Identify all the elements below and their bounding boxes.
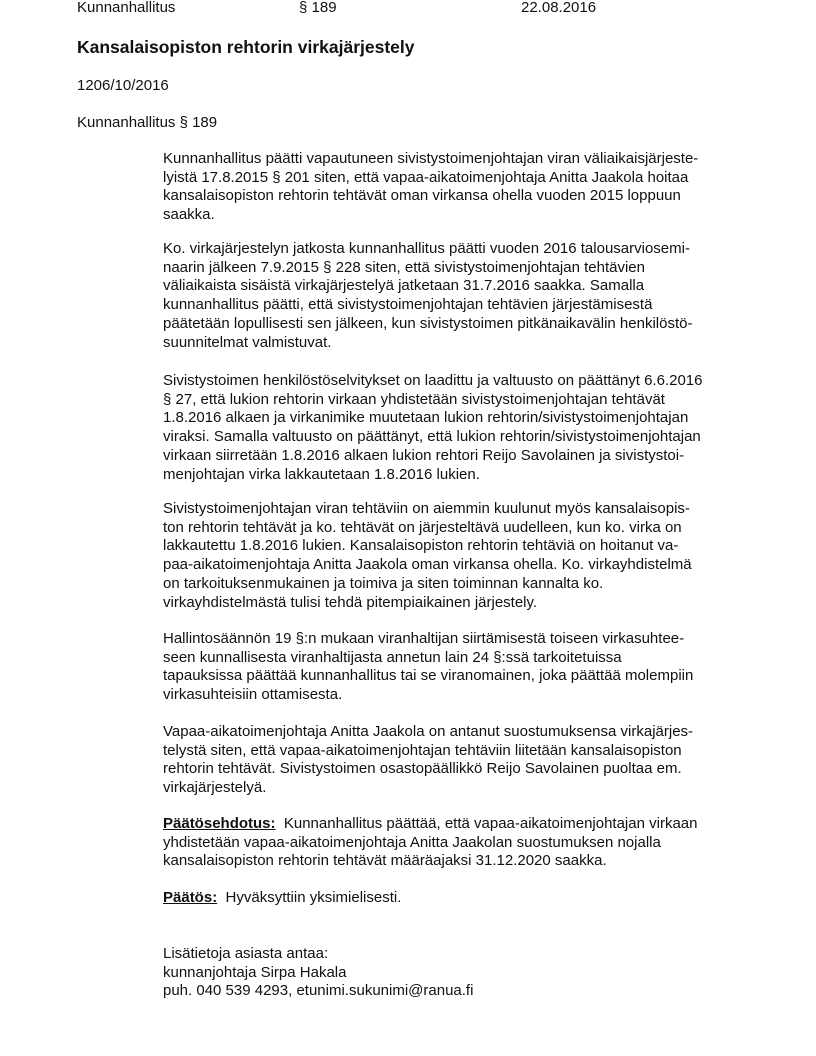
text-line: paa-aikatoimenjohtaja Anitta Jaakola oman virkansa ohella. Ko. virkayhdistelmä (163, 556, 692, 574)
text-line: ton rehtorin tehtävät ja ko. tehtävät on järjesteltävä uudelleen, kun ko. virka on (163, 518, 682, 536)
text-line: 1.8.2016 alkaen ja virkanimike muutetaan lukion rehtorin/sivistystoimenjohtajan (163, 409, 689, 427)
text-line: rehtorin tehtävät. Sivistystoimen osastopäällikkö Reijo Savolainen puoltaa em. (163, 760, 682, 778)
text-line: seen kunnallisesta viranhaltijasta annetun lain 24 §:ssä tarkoitetuissa (163, 648, 622, 666)
decision-text: Hyväksyttiin yksimielisesti. (225, 889, 402, 906)
text-line: kunnanhallitus päätti, että sivistystoimenjohtajan tehtävien järjestämisestä (163, 296, 653, 314)
header-body: Kunnanhallitus (77, 0, 176, 16)
contact-info (163, 945, 763, 1001)
text-line: päätetään lopullisesti sen jälkeen, kun sivistystoimen pitkänaikavälin henkilöstö- (163, 314, 693, 332)
text-line: § 27, että lukion rehtorin virkaan yhdistetään sivistystoimenjohtajan tehtävät (163, 390, 665, 408)
text-line: telystä siten, että vapaa-aikatoimenjohtajan tehtäviin liitetään kansalaisopiston (163, 741, 682, 759)
document-number: 1206/10/2016 (77, 77, 169, 94)
text-line: tapauksissa päättää kunnanhallitus tai se viranomainen, joka päättää molempiin (163, 667, 694, 685)
contact-intro: Lisätietoja asiasta antaa: (163, 945, 329, 962)
text-line: Hallintosäännön 19 §:n mukaan viranhaltijan siirtämisestä toiseen virkasuhtee- (163, 630, 685, 647)
section-reference: Kunnanhallitus § 189 (77, 114, 218, 131)
text-line (163, 889, 763, 908)
text-line: virkayhdistelmästä tulisi tehdä pitempiaikainen järjestely. (163, 593, 538, 611)
decision-proposal (163, 815, 763, 871)
proposal-label: Päätösehdotus: (163, 815, 276, 832)
decision (163, 889, 763, 908)
text-line: on tarkoituksenmukainen ja toimiva ja siten toiminnan kannalta ko. (163, 574, 604, 592)
paragraph (163, 240, 763, 352)
text-line: Kunnanhallitus päätti vapautuneen sivistystoimenjohtajan viran väliaikaisjärjeste- (163, 150, 699, 167)
paragraph (163, 723, 763, 798)
text-line: virkaan siirretään 1.8.2016 alkaen lukion rehtori Reijo Savolainen ja sivistystoi- (163, 446, 685, 464)
proposal-first-line: Kunnanhallitus päättää, että vapaa-aikatoimenjohtajan virkaan (283, 815, 698, 832)
text-line: virkasuhteisiin ottamisesta. (163, 686, 343, 704)
paragraph (163, 630, 763, 705)
paragraph (163, 372, 763, 484)
contact-details: puh. 040 539 4293, etunimi.sukunimi@ranua.fi (163, 982, 474, 1000)
text-line (163, 815, 763, 834)
document-title: Kansalaisopiston rehtorin virkajärjestely (77, 37, 415, 57)
text-line: menjohtajan virka lakkautetaan 1.8.2016 lukien. (163, 465, 480, 483)
text-line: lakkautettu 1.8.2016 lukien. Kansalaisopiston rehtorin tehtäviä on hoitanut va- (163, 537, 679, 555)
text-line: suunnitelmat valmistuvat. (163, 333, 332, 351)
header-date: 22.08.2016 (521, 0, 597, 16)
text-line: kansalaisopiston rehtorin tehtävät määräajaksi 31.12.2020 saakka. (163, 852, 607, 870)
paragraph (163, 150, 763, 225)
text-line: kansalaisopiston rehtorin tehtävät oman virkansa ohella vuoden 2015 loppuun (163, 187, 681, 205)
decision-label: Päätös: (163, 889, 218, 906)
contact-person: kunnanjohtaja Sirpa Hakala (163, 963, 347, 981)
text-line: Sivistystoimenjohtajan viran tehtäviin on aiemmin kuulunut myös kansalaisopis- (163, 500, 690, 517)
text-line: Ko. virkajärjestelyn jatkosta kunnanhallitus päätti vuoden 2016 talousarviosemi- (163, 240, 690, 257)
text-line: väliaikaista sisäistä virkajärjestelyä jatketaan 31.7.2016 saakka. Samalla (163, 277, 645, 295)
text-line: Vapaa-aikatoimenjohtaja Anitta Jaakola on antanut suostumuksensa virkajärjes- (163, 723, 694, 740)
paragraph (163, 500, 763, 612)
text-line: saakka. (163, 206, 215, 224)
text-line: naarin jälkeen 7.9.2015 § 228 siten, että sivistystoimenjohtajan tehtävien (163, 258, 645, 276)
text-line: Sivistystoimen henkilöstöselvitykset on laadittu ja valtuusto on päättänyt 6.6.2016 (163, 372, 703, 389)
text-line: lyistä 17.8.2015 § 201 siten, että vapaa-aikatoimenjohtaja Anitta Jaakola hoitaa (163, 168, 689, 186)
text-line: virkajärjestelyä. (163, 779, 267, 797)
document-header (77, 0, 777, 18)
text-line: yhdistetään vapaa-aikatoimenjohtaja Anitta Jaakolan suostumuksen nojalla (163, 833, 661, 851)
text-line: viraksi. Samalla valtuusto on päättänyt, että lukion rehtorin/sivistystoimenjohtajan (163, 428, 701, 446)
header-paragraph: § 189 (299, 0, 337, 16)
